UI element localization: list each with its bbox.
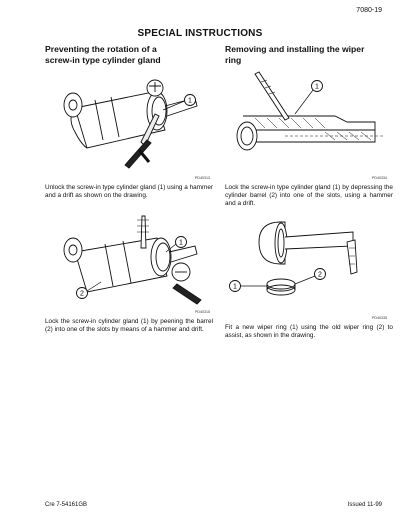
left-fig2-code: PD40315: [195, 310, 210, 314]
left-fig1-callout-1: 1: [188, 97, 192, 105]
left-fig1-caption: Unlock the screw-in type cylinder gland (1) using a hammer and a drift as shown on the drawing.: [45, 184, 214, 200]
page-number: 7080-19: [356, 7, 382, 14]
right-fig1-code: PD40334: [372, 176, 387, 180]
left-fig2-caption: Lock the screw-in cylinder gland (1) by peening the barrel (2) into one of the slots by means of a hammer and drift.: [45, 318, 213, 334]
left-title-line-2: screw-in type cylinder gland: [45, 55, 161, 65]
right-figure-2-drawing: [225, 212, 395, 312]
right-fig2-code: PD40335: [372, 316, 387, 320]
page-title: SPECIAL INSTRUCTIONS: [137, 28, 263, 39]
right-figure-1-drawing: [225, 70, 395, 180]
right-fig1-caption: Lock the screw-in type cylinder gland (1) by depressing the cylinder barrel (2) into one of the slots, using a hammer and a drift.: [225, 184, 393, 208]
left-figure-1-drawing: [45, 70, 215, 180]
right-fig2-callout-1: 1: [233, 283, 237, 291]
right-title-line-1: Removing and installing the wiper: [225, 44, 365, 54]
left-title-line-1: Preventing the rotation of a: [45, 44, 157, 54]
left-section-title: [45, 44, 215, 66]
issue-date: Issued 11-99: [347, 502, 382, 508]
right-fig2-caption: Fit a new wiper ring (1) using the old wiper ring (2) to assist, as shown in the drawing.: [225, 324, 393, 340]
right-section-title: [225, 44, 395, 66]
right-fig1-callout-1: 1: [315, 83, 319, 91]
right-title-line-2: ring: [225, 55, 242, 65]
right-fig2-callout-2: 2: [318, 271, 322, 279]
left-fig2-callout-2: 2: [80, 290, 84, 298]
document-reference: Cre 7-54161GB: [45, 502, 88, 508]
left-fig2-callout-1: 1: [179, 239, 183, 247]
left-fig1-code: PD40313: [195, 176, 210, 180]
left-figure-2-drawing: [45, 212, 215, 312]
